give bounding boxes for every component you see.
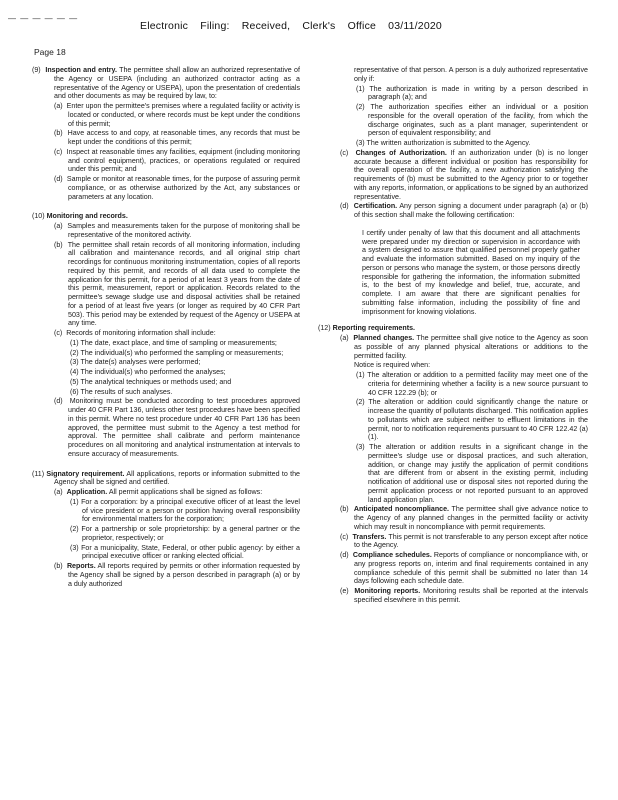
section-12-title: Reporting requirements. bbox=[332, 324, 415, 333]
section-10-c-item: (1) The date, exact place, and time of sampling or measurements; bbox=[70, 338, 277, 347]
section-11-a-item: (3) For a municipality, State, Federal, or other public agency: by either a principal executive officer or ranking elected official. bbox=[70, 543, 300, 561]
certification-statement: I certify under penalty of law that this document and all attachments were prepared under my direction or supervision in accordance with a system designed to assure that qualified personnel properly gather and evaluate the information submitted. Based on my inquiry of the person or persons who manage the system, or those persons directly responsible for gathering the information, the information submitted is, to the best of my knowledge and belief, true, accurate, and complete. I am aware that there are significant penalties for submitting false information, including the possibility of fine and imprisonment for knowing violations. bbox=[362, 228, 580, 316]
section-9-intro: (9) Inspection and entry. The permittee shall allow an authorized representative of the Agency or USEPA (including an authorized contractor acting as a representative of the Agency or USEPA), upon the presentation of credentials and other documents as may be required by law, to: bbox=[32, 66, 300, 101]
section-10-a: (a) Samples and measurements taken for the purpose of monitoring shall be representative of the monitored activity. bbox=[54, 222, 300, 239]
section-11-a-item: (2) For a partnership or sole proprietorship: by a general partner or the proprietor, respectively; or bbox=[70, 525, 300, 542]
section-11-b-continued: representative of that person. A person is a duly authorized representative only if: bbox=[354, 66, 588, 83]
filing-stamp: Electronic Filing: Received, Clerk's Office 03/11/2020 bbox=[140, 20, 442, 32]
section-12-a-item: (3) The alteration or addition results in a significant change in the permittee's sludge use or disposal practices, and such alteration, addition, or change may justify the application of permit conditions that are different from or absent in the existing permit, including notification of additional use or disposal sites not reported during the permit application process or not reported pursuant to an approved land application plan. bbox=[356, 443, 588, 504]
section-12-a-notice: Notice is required when: bbox=[354, 361, 431, 370]
authorization-item: (1) The authorization is made in writing by a person described in paragraph (a); and bbox=[356, 84, 588, 102]
section-10-b: (b) The permittee shall retain records of all monitoring information, including all calibration and maintenance records, and all original strip chart recordings for continuous monitoring instrumentation, copies of all reports required by this permit, and records of all data used to complete the application for this permit, for a period of at least 3 years from the date of this permit, measurement, report or application. Records related to the permittee's sewage sludge use and disposal activities shall be retained for a period of at least five years (or longer as required by 40 CFR Part 503). This period may be extended by request of the Agency or USEPA at any time. bbox=[54, 240, 300, 328]
page-number: Page 18 bbox=[34, 47, 66, 57]
section-12-a-item: (1) The alteration or addition to a permitted facility may meet one of the criteria for determining whether a facility is a new source pursuant to 40 CFR 122.29 (b); or bbox=[356, 371, 588, 397]
section-12-c: (c) Transfers. This permit is not transferable to any person except after notice to the Agency. bbox=[340, 532, 588, 550]
header-dash-mark: — — — — — — bbox=[8, 14, 79, 23]
section-10-heading: (10) Monitoring and records. bbox=[32, 212, 128, 221]
section-10-title: Monitoring and records. bbox=[46, 212, 128, 221]
section-9-item: (b) Have access to and copy, at reasonable times, any records that must be kept under the conditions of this permit; bbox=[54, 129, 300, 146]
section-10-c: (c) Records of monitoring information shall include: bbox=[54, 329, 216, 337]
section-10-c-item: (3) The date(s) analyses were performed; bbox=[70, 358, 201, 367]
section-9-title: Inspection and entry. bbox=[45, 66, 117, 74]
section-12-e: (e) Monitoring reports. Monitoring results shall be reported at the intervals specified elsewhere in this permit. bbox=[340, 587, 588, 604]
section-10-d: (d) Monitoring must be conducted according to test procedures approved under 40 CFR Part 136, unless other test procedures have been specified in this permit. Where no test procedure under 40 CFR Part 136 has been approved, the permittee must submit to the Agency a test method for approval. The permittee shall calibrate and perform maintenance procedures on all monitoring and analytical instrumentation at intervals to ensure accuracy of measurements. bbox=[54, 397, 300, 458]
section-11-a: (a) Application. All permit applications shall be signed as follows: bbox=[54, 488, 263, 496]
section-9-item: (a) Enter upon the permittee's premises where a regulated facility or activity is located or conducted, or where records must be kept under the conditions of this permit; bbox=[54, 102, 300, 128]
section-12-d: (d) Compliance schedules. Reports of compliance or noncompliance with, or any progress reports on, interim and final requirements contained in any compliance schedule of this permit shall be submitted no later than 14 days following each schedule date. bbox=[340, 551, 588, 586]
left-column bbox=[32, 66, 300, 589]
section-11-intro: (11) Signatory requirement. All applications, reports or information submitted to the Agency shall be signed and certified. bbox=[32, 469, 300, 487]
section-11-a-item: (1) For a corporation: by a principal executive officer of at least the level of vice president or a person or position having overall responsibility for environmental matters for the corporation; bbox=[70, 497, 300, 524]
section-10-c-item: (4) The individual(s) who performed the analyses; bbox=[70, 368, 226, 376]
section-10-c-item: (6) The results of such analyses. bbox=[70, 387, 173, 396]
section-11-title: Signatory requirement. bbox=[46, 469, 125, 478]
section-9-item: (d) Sample or monitor at reasonable times, for the purpose of assuring permit compliance, or as otherwise authorized by the Act, any substances or parameters at any location. bbox=[54, 175, 300, 201]
section-9-item: (c) Inspect at reasonable times any facilities, equipment (including monitoring and control equipment), practices, or operations regulated or required under this permit; and bbox=[54, 147, 300, 174]
authorization-item: (2) The authorization specifies either an individual or a position responsible for the overall operation of the facility, from which the discharge originates, such as a plant manager, superintendent or person of equivalent responsibility; and bbox=[356, 103, 589, 138]
section-12-a: (a) Planned changes. The permittee shall give notice to the Agency as soon as possible of any planned physical alterations or additions to the permitted facility. bbox=[340, 334, 588, 360]
section-11-c: (c) Changes of Authorization. If an authorization under (b) is no longer accurate because a different individual or position has responsibility for the overall operation of the facility, a new authorization satisfying the requirements of (b) must be submitted to the Agency prior to or together with any reports, information, or applications to be signed by an authorized representative. bbox=[340, 148, 588, 201]
right-column bbox=[318, 66, 588, 606]
authorization-item: (3) The written authorization is submitted to the Agency. bbox=[356, 139, 531, 147]
section-12-b: (b) Anticipated noncompliance. The permittee shall give advance notice to the Agency of any planned changes in the permitted facility or activity which may result in noncompliance with permit requirements. bbox=[340, 505, 588, 531]
section-11-b: (b) Reports. All reports required by permits or other information requested by the Agency shall be signed by a person described in paragraph (a) or by a duly authorized bbox=[54, 562, 300, 588]
section-11-d: (d) Certification. Any person signing a document under paragraph (a) or (b) of this section shall make the following certification: bbox=[340, 202, 588, 219]
section-10-c-item: (2) The individual(s) who performed the sampling or measurements; bbox=[70, 348, 284, 357]
section-12-heading: (12) Reporting requirements. bbox=[318, 324, 415, 333]
section-12-a-item: (2) The alteration or addition could significantly change the nature or increase the quantity of pollutants discharged. This notification applies to pollutants which are subject neither to effluent limitations in the permit, nor to notification requirements pursuant to 40 CFR 122.42 (a)(1). bbox=[356, 398, 589, 442]
section-10-c-item: (5) The analytical techniques or methods used; and bbox=[70, 377, 232, 386]
